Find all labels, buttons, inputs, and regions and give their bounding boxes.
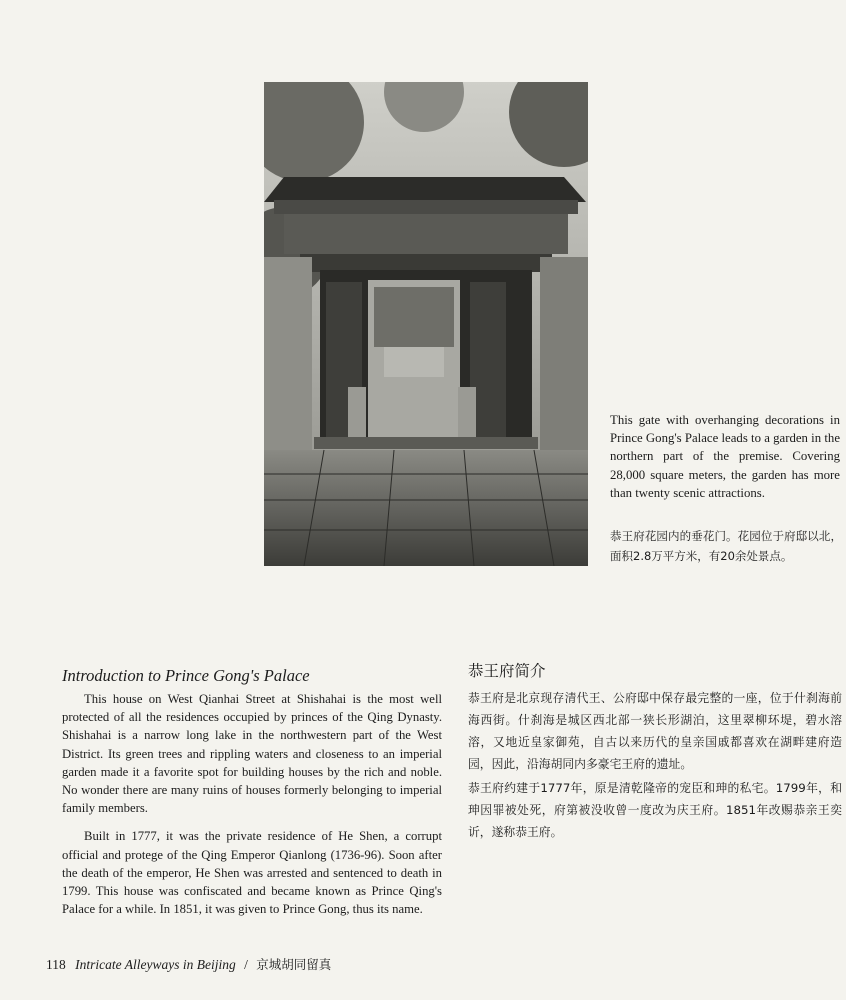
book-title-chinese: 京城胡同留真 (256, 957, 332, 972)
english-article (62, 666, 442, 928)
photo-caption-chinese: 恭王府花园内的垂花门。花园位于府邸以北，面积2.8万平方米，有20余处景点。 (610, 529, 842, 563)
photo-caption-english: This gate with overhanging decorations in Prince Gong's Palace leads to a garden in the northern part of the premise. Covering 28,000 square meters, the garden has more than twenty scenic attractions. (610, 413, 840, 500)
chinese-paragraph: 恭王府约建于1777年，原是清乾隆帝的宠臣和珅的私宅。1799年，和珅因罪被处死，府第被没收曾一度改为庆王府。1851年改赐恭亲王奕䜣，遂称恭王府。 (468, 781, 842, 839)
chinese-paragraph: 恭王府是北京现存清代王、公府邸中保存最完整的一座，位于什刹海前海西街。什刹海是城区西北部一狭长形湖泊，这里翠柳环堤，碧水溶溶，又地近皇家御苑，自古以来历代的皇亲国戚都喜欢在湖畔建府造园，因此，沿海胡同内多豪宅王府的遗址。 (468, 691, 842, 771)
title-separator: / (244, 957, 248, 972)
page-number: 118 (46, 957, 66, 972)
page-footer (46, 955, 331, 973)
chinese-title: 恭王府简介 (468, 662, 546, 680)
gate-photo (264, 82, 588, 566)
english-paragraph: Built in 1777, it was the private residence of He Shen, a corrupt official and protege of the Qing Emperor Qianlong (1736-96). Soon after the death of the emperor, He Shen was arrested and sentenced to death in 1799. This house was confiscated and became known as Prince Qing's Palace for a while. In 1851, it was given to Prince Gong, thus its name. (62, 829, 442, 917)
book-title: Intricate Alleyways in Beijing (75, 957, 236, 972)
english-title: Introduction to Prince Gong's Palace (62, 666, 310, 685)
english-paragraph: This house on West Qianhai Street at Shishahai is the most well protected of all the residences occupied by princes of the Qing Dynasty. Shishahai is a narrow long lake in the northwestern part of the West District. Its green trees and rippling waters and closeness to an imperial garden made it a favorite spot for building houses by the rich and noble. No wonder there are many ruins of houses formerly belonging to imperial family members. (62, 692, 442, 816)
gate-photo-icon (264, 82, 588, 566)
chinese-article (468, 659, 842, 845)
